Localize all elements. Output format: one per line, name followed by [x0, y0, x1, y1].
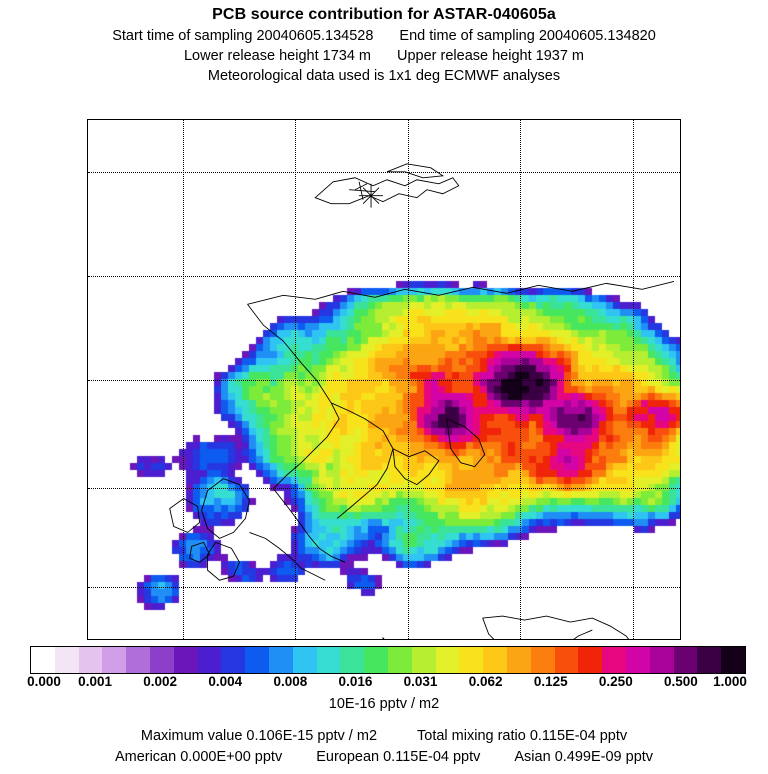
colorbar-segment	[102, 647, 126, 673]
colorbar-segment	[126, 647, 150, 673]
map-inner	[88, 120, 680, 639]
colorbar-segment	[55, 647, 79, 673]
colorbar-segment	[317, 647, 341, 673]
colorbar-tick-label: 0.125	[533, 674, 568, 689]
end-time-label: End time of sampling 20040605.134820	[399, 28, 656, 44]
colorbar-segment	[364, 647, 388, 673]
colorbar-segment	[555, 647, 579, 673]
colorbar-tick-label: 0.004	[208, 674, 243, 689]
colorbar-segment	[340, 647, 364, 673]
met-data-label: Meteorological data used is 1x1 deg ECMWF analyses	[207, 68, 561, 84]
page-title: PCB source contribution for ASTAR-040605a	[212, 6, 556, 23]
colorbar-tick-label: 0.001	[78, 674, 112, 689]
gridline-horizontal	[88, 488, 680, 489]
gridline-horizontal	[88, 587, 680, 588]
colorbar-segment	[79, 647, 103, 673]
footer-row-totals	[0, 728, 768, 744]
gridline-vertical	[520, 120, 521, 639]
colorbar-gradient	[30, 646, 746, 674]
upper-release-height-label: Upper release height 1937 m	[397, 48, 585, 64]
colorbar-tick-labels	[0, 674, 768, 692]
gridline-vertical	[408, 120, 409, 639]
colorbar-tick-label: 0.008	[273, 674, 308, 689]
colorbar-tick-label: 0.016	[338, 674, 373, 689]
footer	[0, 728, 768, 765]
colorbar-tick-label: 0.500	[664, 674, 698, 689]
colorbar-tick-label: 0.031	[403, 674, 438, 689]
gridline-horizontal	[88, 172, 680, 173]
colorbar-tick-label: 0.002	[143, 674, 178, 689]
colorbar-segment	[245, 647, 269, 673]
colorbar-segment	[578, 647, 602, 673]
gridline-horizontal	[88, 276, 680, 277]
gridline-vertical	[295, 120, 296, 639]
maximum-value-label: Maximum value 0.106E-15 pptv / m2	[140, 728, 378, 744]
colorbar-segment	[602, 647, 626, 673]
colorbar-segment	[531, 647, 555, 673]
release-height-row	[0, 48, 768, 64]
gridline-horizontal	[88, 380, 680, 381]
colorbar-segment	[31, 647, 55, 673]
colorbar-unit-label: 10E-16 pptv / m2	[328, 696, 440, 712]
colorbar-segment	[459, 647, 483, 673]
american-contribution-label: American 0.000E+00 pptv	[114, 749, 283, 765]
colorbar-segment	[721, 647, 745, 673]
colorbar-segment	[507, 647, 531, 673]
colorbar-segment	[388, 647, 412, 673]
colorbar-tick-label: 1.000	[713, 674, 747, 689]
european-contribution-label: European 0.115E-04 pptv	[316, 749, 481, 765]
colorbar-tick-label: 0.250	[598, 674, 633, 689]
colorbar-segment	[626, 647, 650, 673]
asian-contribution-label: Asian 0.499E-09 pptv	[514, 749, 654, 765]
colorbar-segment	[650, 647, 674, 673]
colorbar-segment	[674, 647, 698, 673]
colorbar-segment	[198, 647, 222, 673]
colorbar-tick-label: 0.000	[27, 674, 61, 689]
gridline-vertical	[183, 120, 184, 639]
colorbar-tick-label: 0.062	[468, 674, 503, 689]
footer-row-regions	[0, 749, 768, 765]
colorbar-segment	[436, 647, 460, 673]
colorbar-segment	[697, 647, 721, 673]
colorbar	[30, 646, 746, 674]
lower-release-height-label: Lower release height 1734 m	[183, 48, 371, 64]
gridline-vertical	[633, 120, 634, 639]
colorbar-segment	[412, 647, 436, 673]
colorbar-segment	[483, 647, 507, 673]
start-time-label: Start time of sampling 20040605.134528	[112, 28, 374, 44]
colorbar-segment	[174, 647, 198, 673]
sampling-time-row	[0, 28, 768, 44]
colorbar-segment	[150, 647, 174, 673]
total-mixing-ratio-label: Total mixing ratio 0.115E-04 pptv	[417, 728, 628, 744]
colorbar-segment	[221, 647, 245, 673]
colorbar-segment	[269, 647, 293, 673]
map-plot-area	[87, 119, 681, 640]
colorbar-segment	[293, 647, 317, 673]
